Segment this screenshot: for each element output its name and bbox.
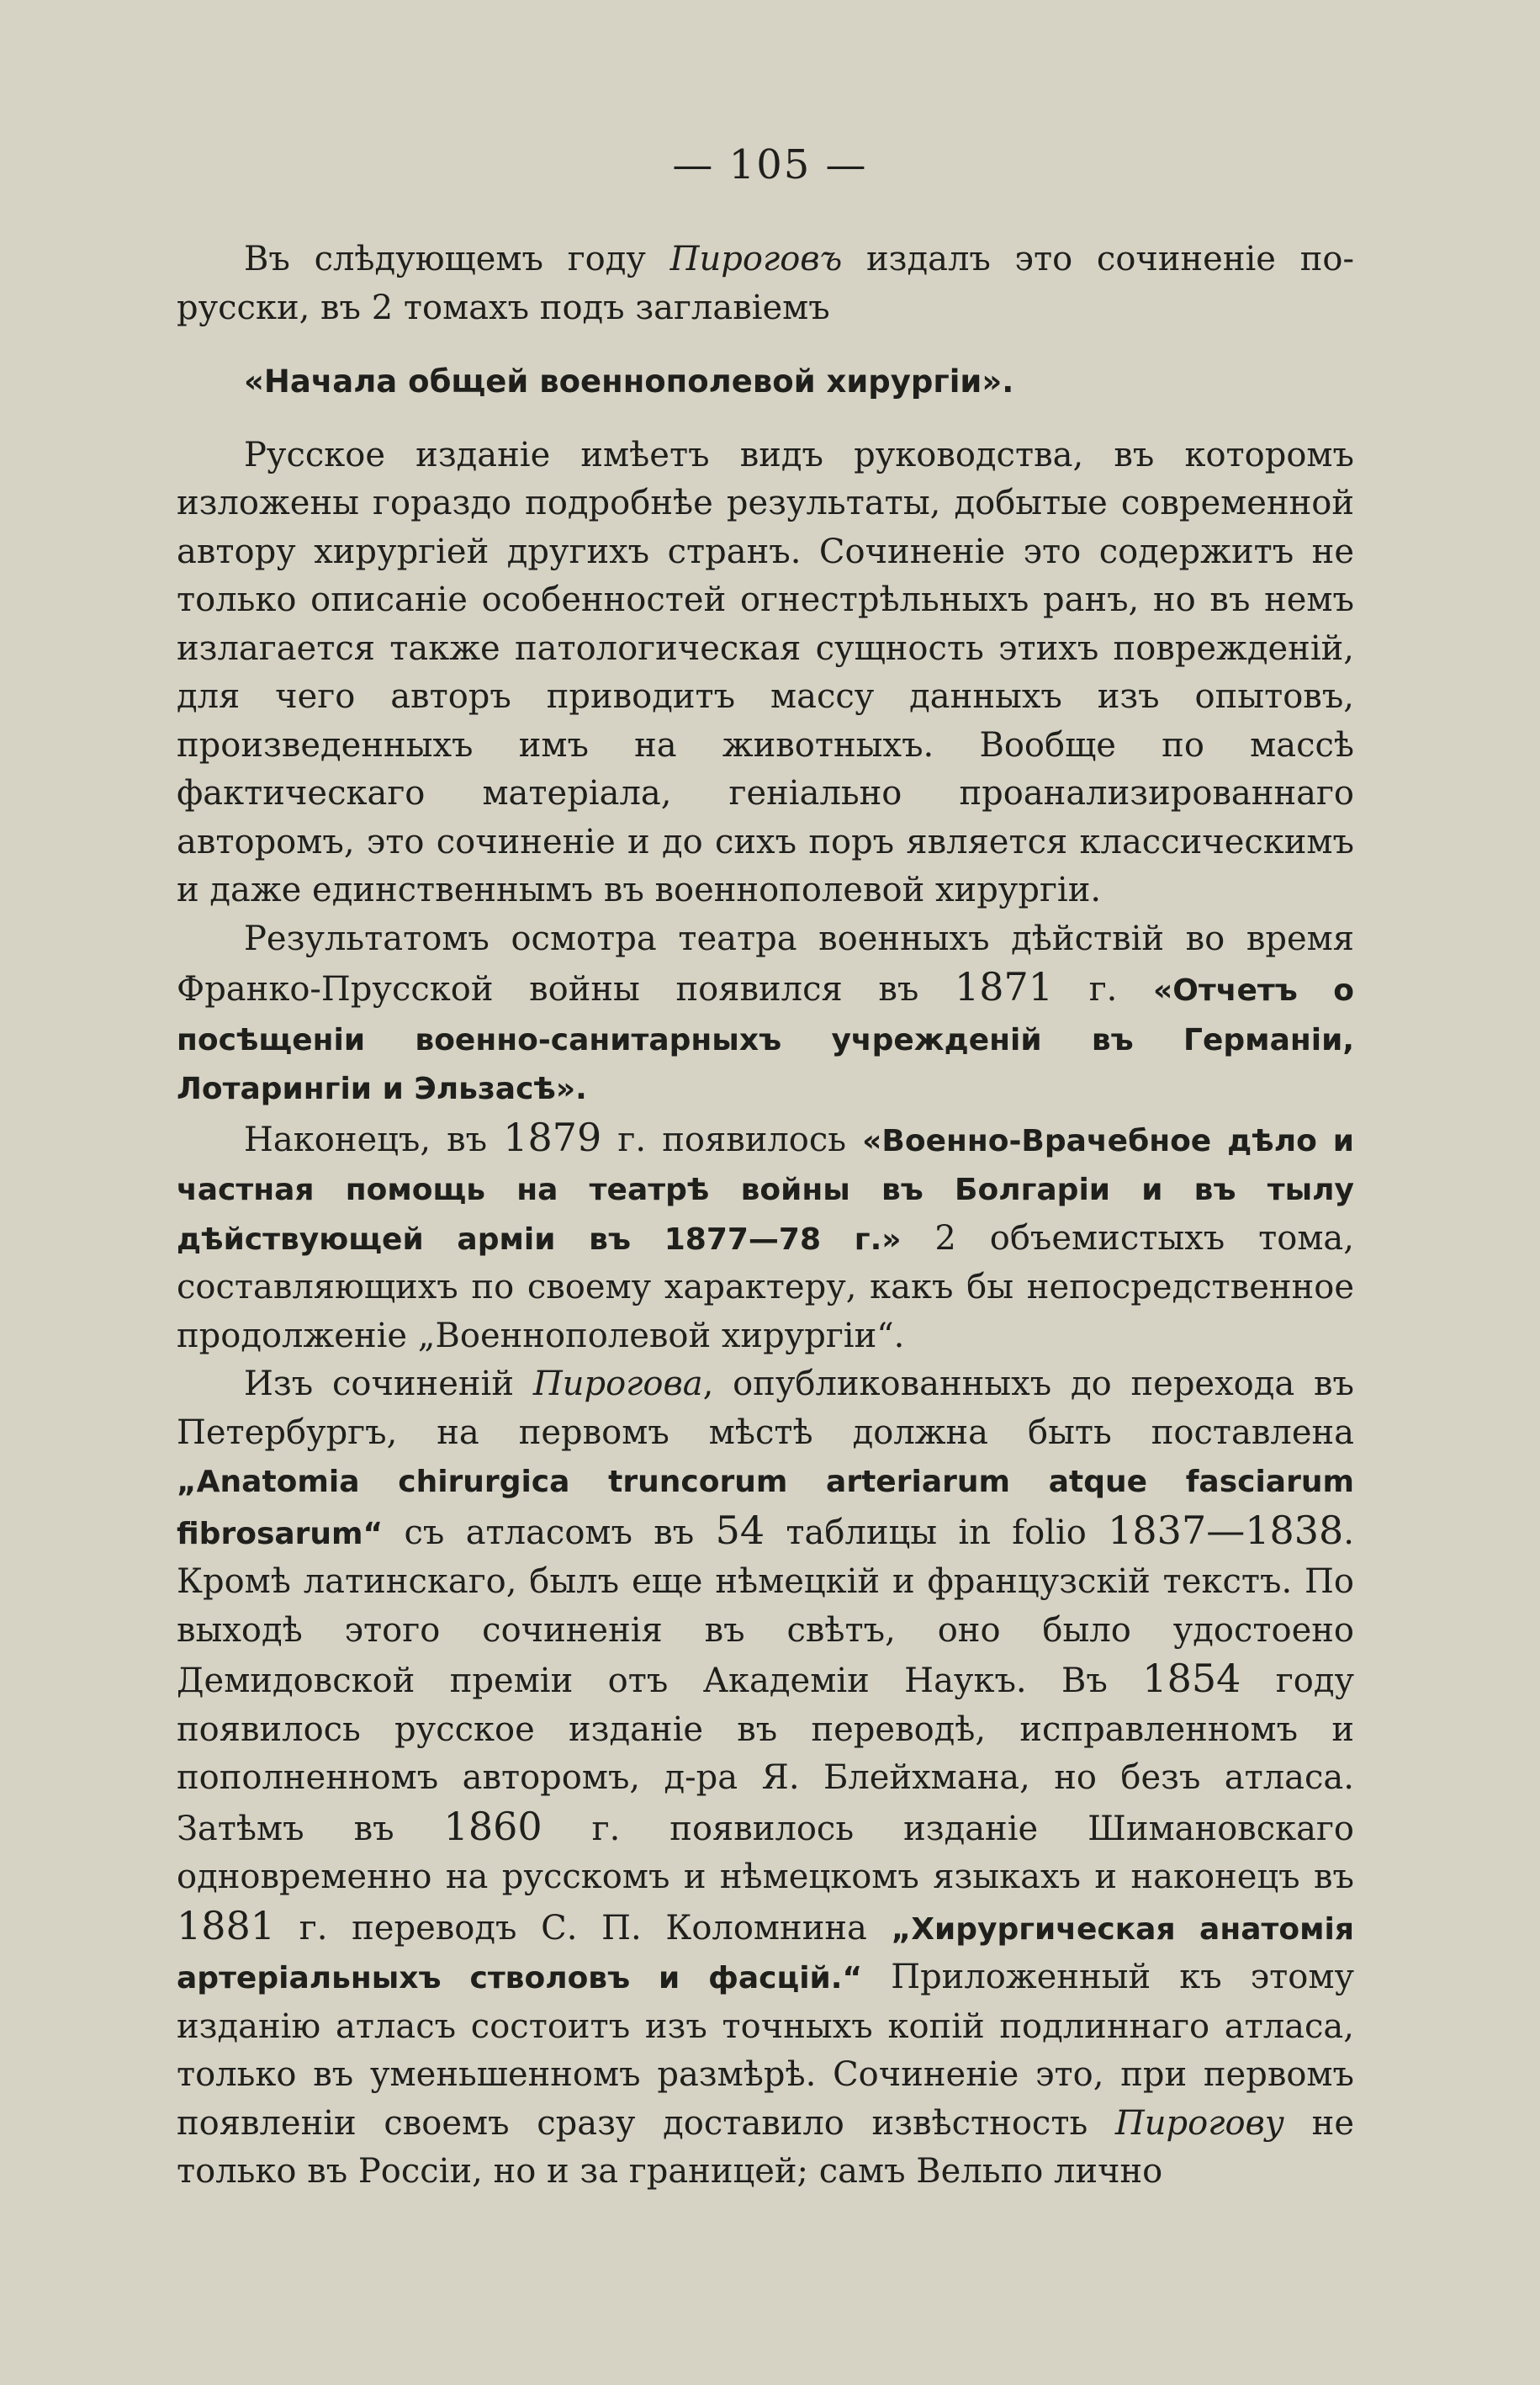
year: 1871 — [954, 964, 1054, 1010]
author-name: Пирогова — [532, 1365, 703, 1403]
number: 54 — [715, 1507, 765, 1553]
text-run: , опубликованныхъ до перехода въ Петербургъ, на первомъ мѣстѣ должна быть поставлена — [177, 1365, 1354, 1452]
text-run: 2 объемистыхъ тома, составляющихъ по своему характеру, какъ бы непосредственное продолженіе „Военнополевой хирургіи“. — [177, 1218, 1354, 1355]
text-run: г. — [1053, 970, 1154, 1009]
work-title: «Военно-Врачебное дѣло и частная помощь на театрѣ войны въ Болгаріи и въ тылу дѣйствующей арміи въ 1877—78 г.» — [177, 1123, 1354, 1257]
body-text — [177, 236, 1354, 2197]
year: 1881 — [177, 1902, 276, 1948]
latin-title: „Anatomia chirurgica truncorum arteriarum atque fasciarum fibrosarum“ — [177, 1465, 1354, 1551]
book-title-heading: «Начала общей военнополевой хирургіи». — [244, 363, 1014, 400]
text-run: издалъ это сочиненіе по-русски, въ 2 томахъ подъ заглавіемъ — [177, 240, 1354, 327]
paragraph-2: Русское изданіе имѣетъ видъ руководства, въ которомъ изложены гораздо подробнѣе результаты, добытые современной автору хирургіей другихъ странъ. Сочиненіе это содержитъ не только описаніе особенностей огнестрѣльныхъ ранъ, но въ немъ излагается также патологическая сущность этихъ поврежденій, для чего авторъ приводитъ массу данныхъ изъ опытовъ, произведенныхъ имъ на животныхъ. Вообще по массѣ фактическаго матеріала, геніально проанализированнаго авторомъ, это сочиненіе и до сихъ поръ является классическимъ и даже единственнымъ въ военнополевой хирургіи. — [177, 435, 1354, 909]
work-title: „Хирургическая анатомія артеріальныхъ стволовъ и фасцій.“ — [177, 1911, 1354, 1995]
text-run: Приложенный къ этому изданію атласъ состоитъ изъ точныхъ копій подлиннаго атласа, только въ уменьшенномъ размѣрѣ. Сочиненіе это, при первомъ появленіи своемъ сразу доставило извѣстность — [177, 1958, 1354, 2143]
paragraph-1 — [177, 236, 1354, 332]
author-name: Пирогову — [1114, 2103, 1285, 2143]
text-run: Результатомъ осмотра театра военныхъ дѣйствій во время Франко-Прусской войны появился въ — [177, 919, 1354, 1009]
paragraph-3 — [177, 915, 1354, 1114]
text-run: Наконецъ, въ — [244, 1120, 504, 1159]
text-run: . Кромѣ латинскаго, былъ еще нѣмецкій и французскій текстъ. По выходѣ этого сочиненія въ свѣтъ, оно было удостоено Демидовской преміи отъ Академіи Наукъ. Въ — [177, 1513, 1354, 1700]
year: 1860 — [443, 1803, 542, 1849]
year: 1879 — [503, 1114, 602, 1160]
text-run: г. появилось — [601, 1120, 863, 1159]
paragraph-4 — [177, 1114, 1354, 1361]
text-run: г. появилось изданіе Шимановскаго одновременно на русскомъ и нѣмецкомъ языкахъ и наконецъ въ — [177, 1809, 1354, 1896]
years: 1837—1838 — [1108, 1507, 1344, 1553]
text-run: Въ слѣдующемъ году — [244, 240, 670, 278]
page-number: — 105 — — [672, 141, 868, 188]
text-run: Изъ сочиненій — [244, 1365, 533, 1403]
text-run: съ атласомъ въ — [383, 1513, 716, 1552]
text-run: г. переводъ С. П. Коломнина — [275, 1908, 892, 1948]
author-name: Пироговъ — [669, 240, 843, 278]
text-run: году появилось русское изданіе въ переводѣ, исправленномъ и пополненномъ авторомъ, д-ра Я. Блейхмана, но безъ атласа. Затѣмъ въ — [177, 1662, 1354, 1848]
text-run: таблицы in folio — [765, 1513, 1109, 1552]
text-run: не только въ Россіи, но и за границей; самъ Вельпо лично — [177, 2103, 1355, 2191]
work-title: «Отчетъ о посѣщеніи военно-санитарныхъ учрежденій въ Германіи, Лотарингіи и Эльзасѣ». — [177, 973, 1354, 1106]
year: 1854 — [1142, 1656, 1241, 1701]
paragraph-5 — [177, 1360, 1354, 2197]
